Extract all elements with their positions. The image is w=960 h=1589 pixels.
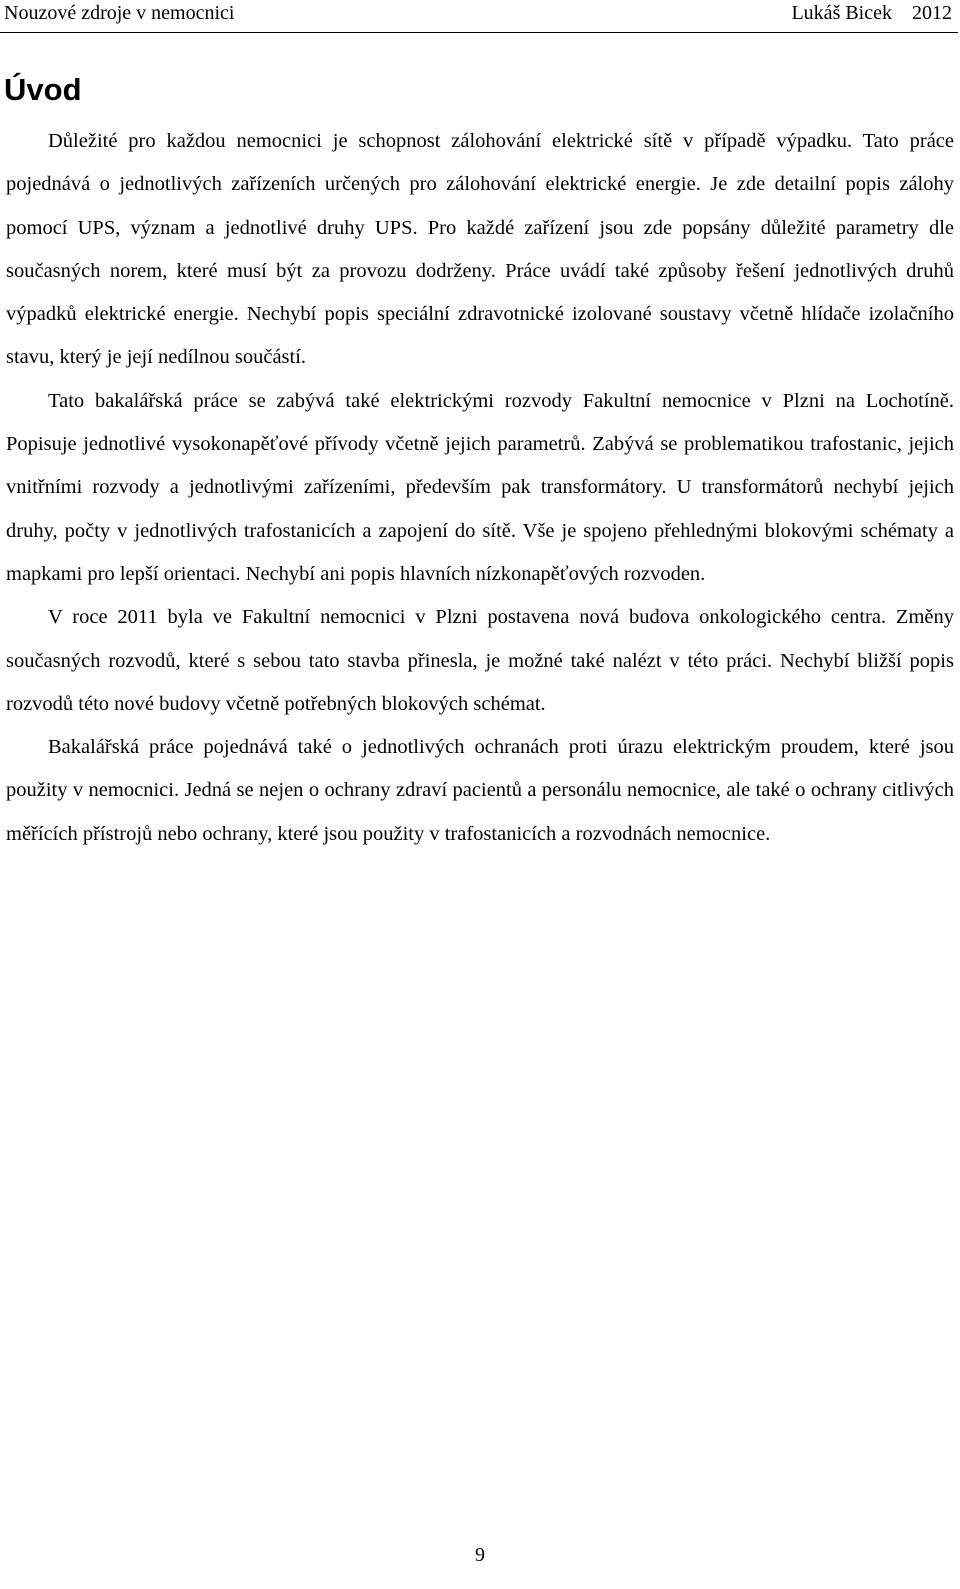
header-meta <box>791 0 952 26</box>
body-text <box>6 120 954 856</box>
running-header <box>0 0 960 30</box>
paragraph-2: Tato bakalářská práce se zabývá také elektrickými rozvody Fakultní nemocnice v Plzni na Lochotíně. Popisuje jednotlivé vysokonapěťové přívody včetně jejich parametrů. Zabývá se problematikou trafostanic, jejich vnitřními rozvody a jednotlivými zařízeními, především pak transformátory. U transformátorů nechybí jejich druhy, počty v jednotlivých trafostanicích a zapojení do sítě. Vše je spojeno přehlednými blokovými schématy a mapkami pro lepší orientaci. Nechybí ani popis hlavních nízkonapěťových rozvoden. <box>6 389 954 585</box>
page-number: 9 <box>475 1544 485 1566</box>
paragraph-4: Bakalářská práce pojednává také o jednotlivých ochranách proti úrazu elektrickým proudem, které jsou použity v nemocnici. Jedná se nejen o ochrany zdraví pacientů a personálu nemocnice, ale také o ochrany citlivých měřících přístrojů nebo ochrany, které jsou použity v trafostanicích a rozvodnách nemocnice. <box>6 736 954 845</box>
header-author: Lukáš Bicek <box>791 2 892 24</box>
section-heading: Úvod <box>4 72 82 107</box>
paragraph-1: Důležité pro každou nemocnici je schopnost zálohování elektrické sítě v případě výpadku. Tato práce pojednává o jednotlivých zařízeních určených pro zálohování elektrické energie. Je zde detailní popis zálohy pomocí UPS, význam a jednotlivé druhy UPS. Pro každé zařízení jsou zde popsány důležité parametry dle současných norem, které musí být za provozu dodrženy. Práce uvádí také způsoby řešení jednotlivých druhů výpadků elektrické energie. Nechybí popis speciální zdravotnické izolované soustavy včetně hlídače izolačního stavu, který je její nedílnou součástí. <box>6 130 954 369</box>
header-divider <box>0 32 958 33</box>
header-document-title: Nouzové zdroje v nemocnici <box>4 2 235 24</box>
header-year: 2012 <box>912 2 952 24</box>
paragraph-3: V roce 2011 byla ve Fakultní nemocnici v Plzni postavena nová budova onkologického centra. Změny současných rozvodů, které s sebou tato stavba přinesla, je možné také nalézt v této práci. Nechybí bližší popis rozvodů této nové budovy včetně potřebných blokových schémat. <box>6 606 954 715</box>
